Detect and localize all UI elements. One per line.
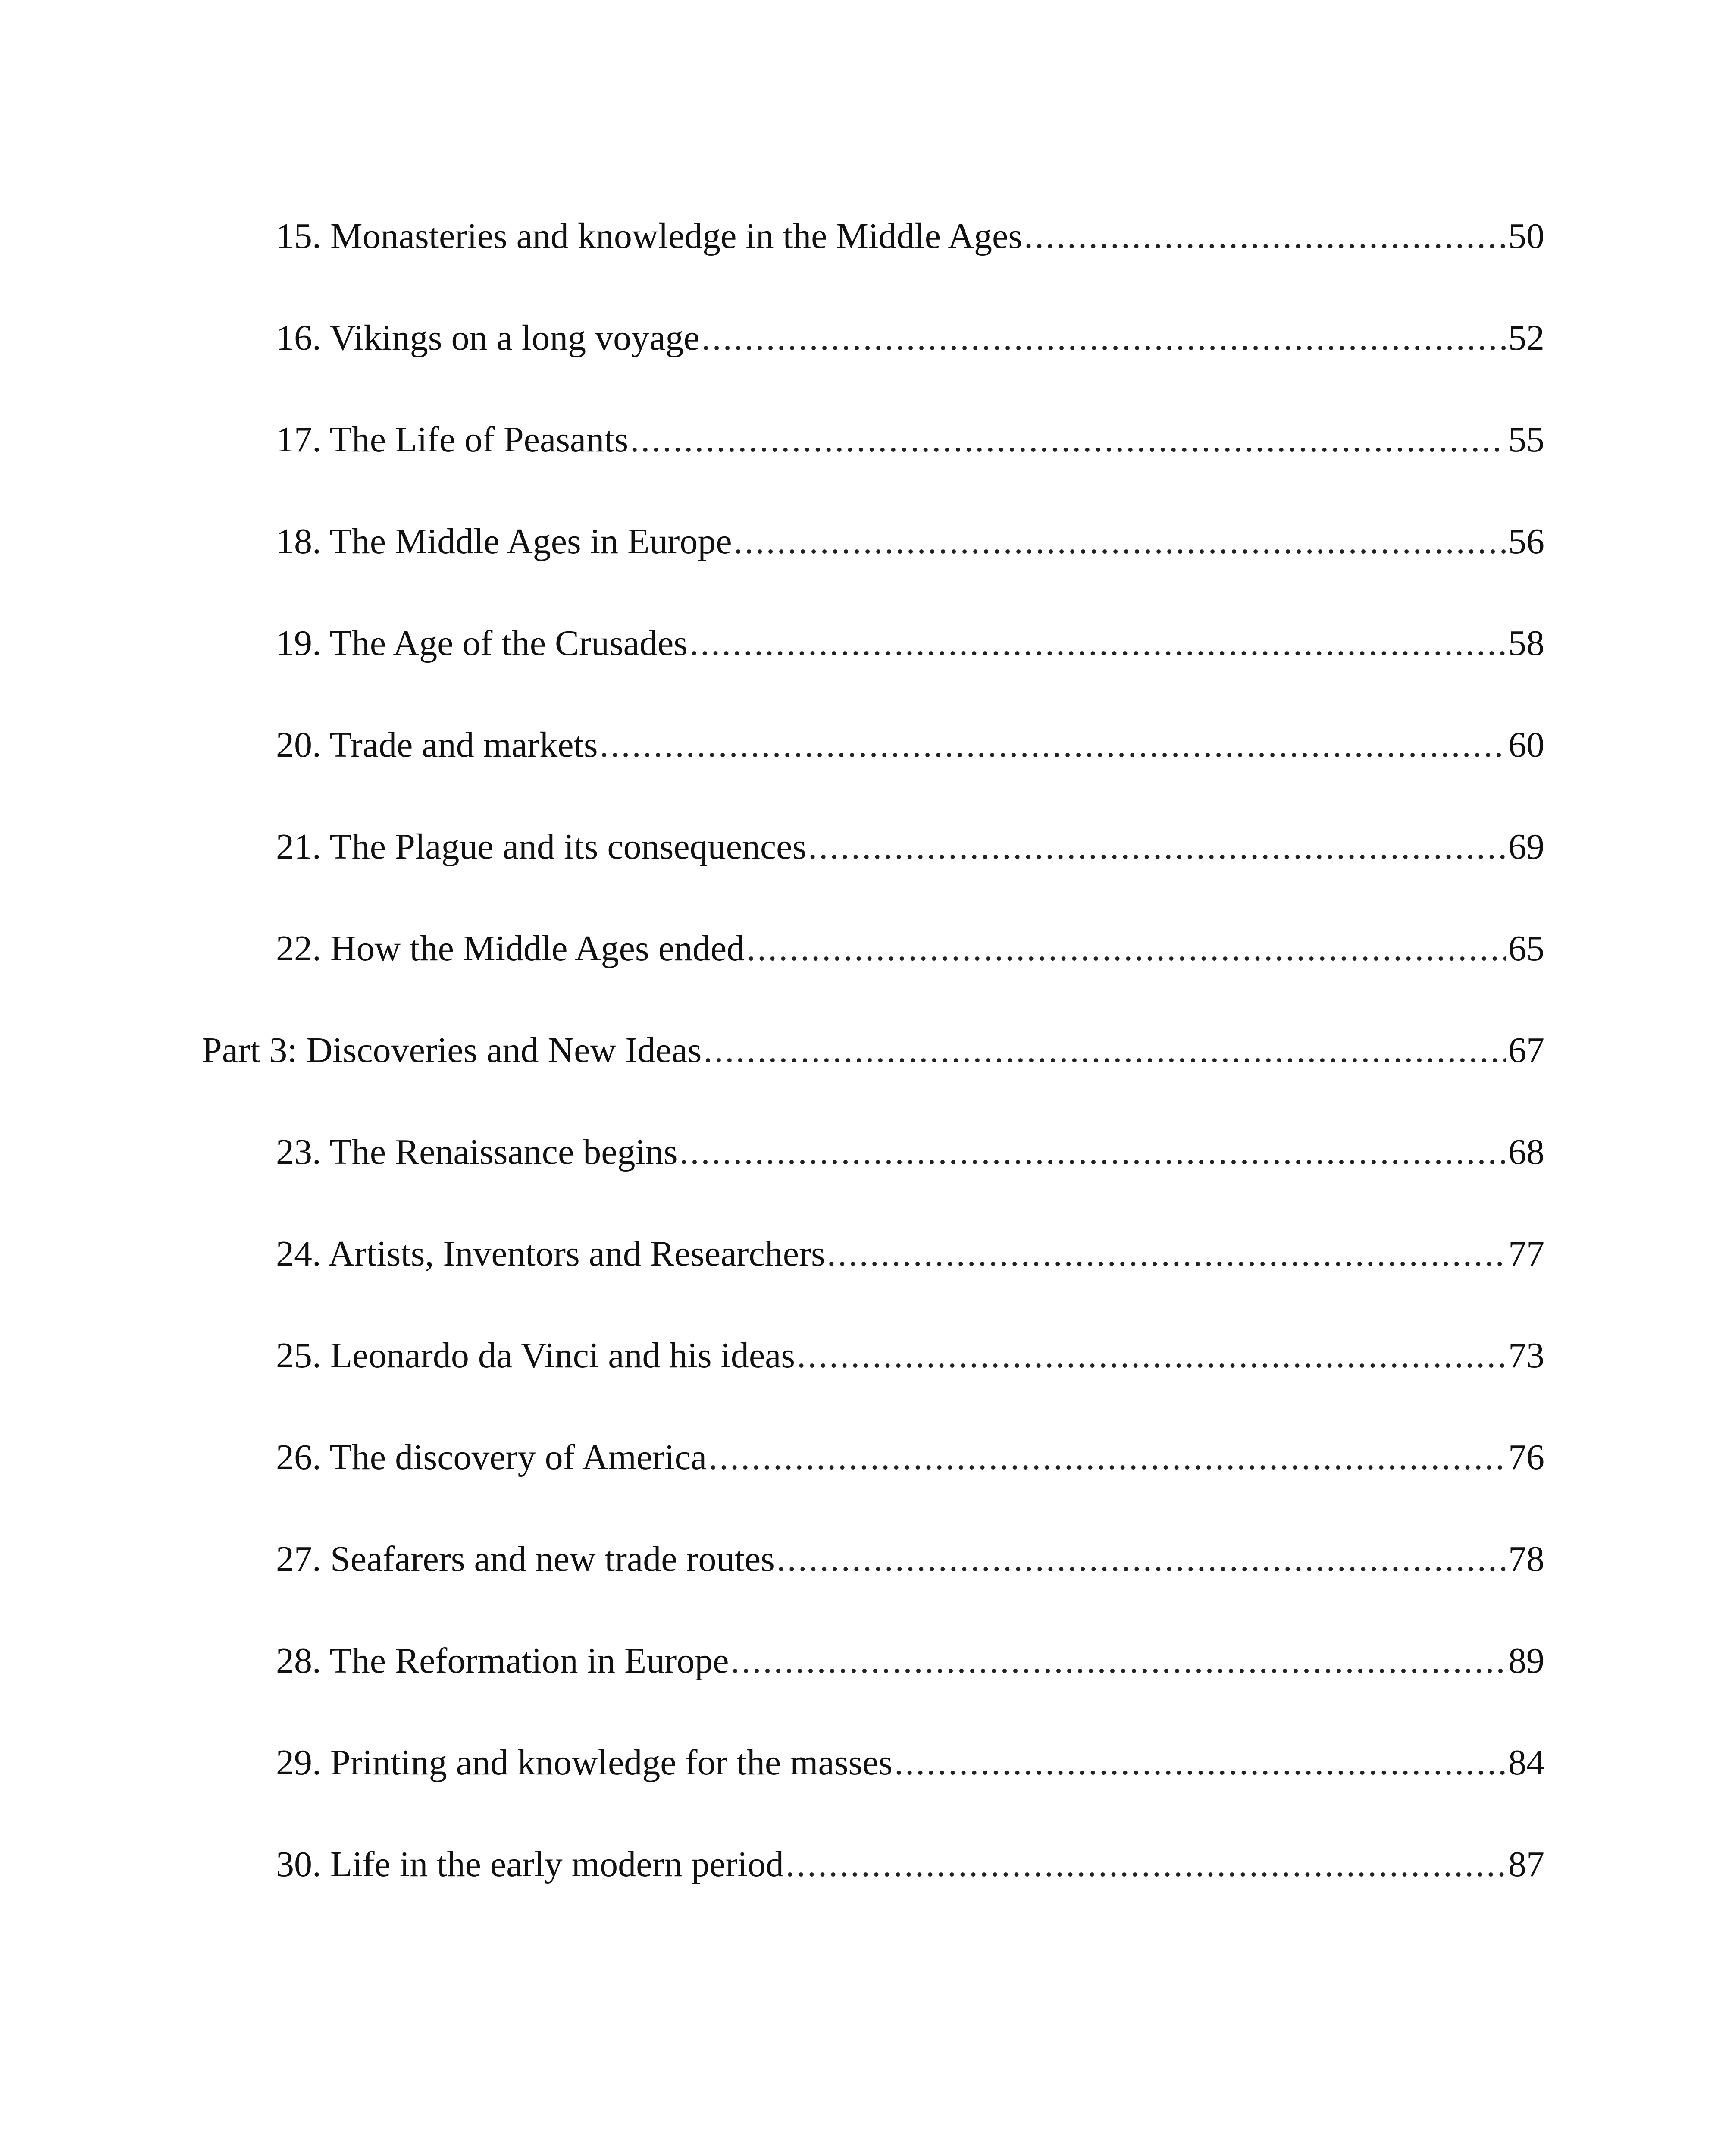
toc-entry-label: 24. Artists, Inventors and Researchers — [276, 1234, 825, 1274]
toc-entry — [276, 919, 1544, 967]
toc-entry-label: 22. How the Middle Ages ended — [276, 928, 745, 968]
toc-entry-label: 20. Trade and markets — [276, 725, 598, 765]
toc-entry — [276, 207, 1544, 254]
toc-entry — [276, 1123, 1544, 1170]
toc-entry-page-number: 67 — [1508, 1030, 1544, 1070]
toc-entry-label: 16. Vikings on a long voyage — [276, 318, 700, 358]
toc-entry-label: 23. The Renaissance begins — [276, 1132, 678, 1172]
toc-dot-leader — [734, 523, 1506, 560]
toc-dot-leader — [703, 1032, 1506, 1069]
toc-dot-leader — [746, 931, 1506, 967]
toc-entry-label: 26. The discovery of America — [276, 1437, 707, 1477]
toc-dot-leader — [808, 829, 1506, 865]
toc-entry — [276, 818, 1544, 865]
toc-dot-leader — [1024, 218, 1506, 254]
toc-entry-page-number: 78 — [1508, 1539, 1544, 1579]
toc-dot-leader — [680, 1134, 1506, 1170]
toc-entry — [276, 1530, 1544, 1577]
toc-entry — [276, 1835, 1544, 1883]
toc-entry-page-number: 65 — [1508, 928, 1544, 968]
toc-entry-page-number: 76 — [1508, 1437, 1544, 1477]
toc-entry-label: 19. The Age of the Crusades — [276, 623, 688, 663]
toc-dot-leader — [702, 320, 1506, 356]
toc-entry — [276, 1225, 1544, 1272]
toc-entry — [276, 1326, 1544, 1374]
toc-entry — [276, 716, 1544, 763]
toc-entry-label: Part 3: Discoveries and New Ideas — [202, 1030, 702, 1070]
toc-entry — [276, 1733, 1544, 1781]
toc-dot-leader — [777, 1541, 1506, 1577]
toc-entry-label: 17. The Life of Peasants — [276, 420, 629, 460]
toc-entry-page-number: 73 — [1508, 1335, 1544, 1376]
toc-entry-page-number: 87 — [1508, 1844, 1544, 1884]
toc-entry — [276, 614, 1544, 661]
toc-entry-page-number: 89 — [1508, 1641, 1544, 1681]
toc-entry-label: 30. Life in the early modern period — [276, 1844, 784, 1884]
toc-entry-page-number: 77 — [1508, 1234, 1544, 1274]
toc-entry-page-number: 58 — [1508, 623, 1544, 663]
toc-entry — [276, 1632, 1544, 1679]
toc-entry-page-number: 84 — [1508, 1742, 1544, 1783]
toc-entry — [276, 512, 1544, 560]
toc-entry-label: 25. Leonardo da Vinci and his ideas — [276, 1335, 796, 1376]
toc-dot-leader — [797, 1338, 1506, 1374]
toc-entry-page-number: 69 — [1508, 827, 1544, 867]
toc-dot-leader — [600, 727, 1506, 763]
toc-dot-leader — [689, 625, 1506, 661]
toc-entry — [276, 1428, 1544, 1476]
toc-entry-page-number: 56 — [1508, 521, 1544, 561]
toc-entry — [276, 411, 1544, 458]
toc-dot-leader — [786, 1846, 1506, 1883]
toc-part-heading — [202, 1021, 1544, 1069]
toc-entry-label: 29. Printing and knowledge for the masses — [276, 1742, 893, 1783]
toc-entry-label: 21. The Plague and its consequences — [276, 827, 807, 867]
toc-entry-page-number: 55 — [1508, 420, 1544, 460]
toc-dot-leader — [731, 1643, 1506, 1679]
toc-entry-label: 27. Seafarers and new trade routes — [276, 1539, 775, 1579]
toc-dot-leader — [708, 1439, 1506, 1476]
toc-dot-leader — [894, 1745, 1506, 1781]
toc-dot-leader — [827, 1236, 1506, 1272]
toc-entry-page-number: 50 — [1508, 216, 1544, 256]
toc-entry-label: 28. The Reformation in Europe — [276, 1641, 729, 1681]
toc-entry — [276, 309, 1544, 356]
toc-entry-page-number: 68 — [1508, 1132, 1544, 1172]
toc-entry-page-number: 60 — [1508, 725, 1544, 765]
toc-entry-page-number: 52 — [1508, 318, 1544, 358]
toc-entry-label: 15. Monasteries and knowledge in the Middle Ages — [276, 216, 1023, 256]
toc-entry-label: 18. The Middle Ages in Europe — [276, 521, 732, 561]
toc-dot-leader — [630, 422, 1506, 458]
